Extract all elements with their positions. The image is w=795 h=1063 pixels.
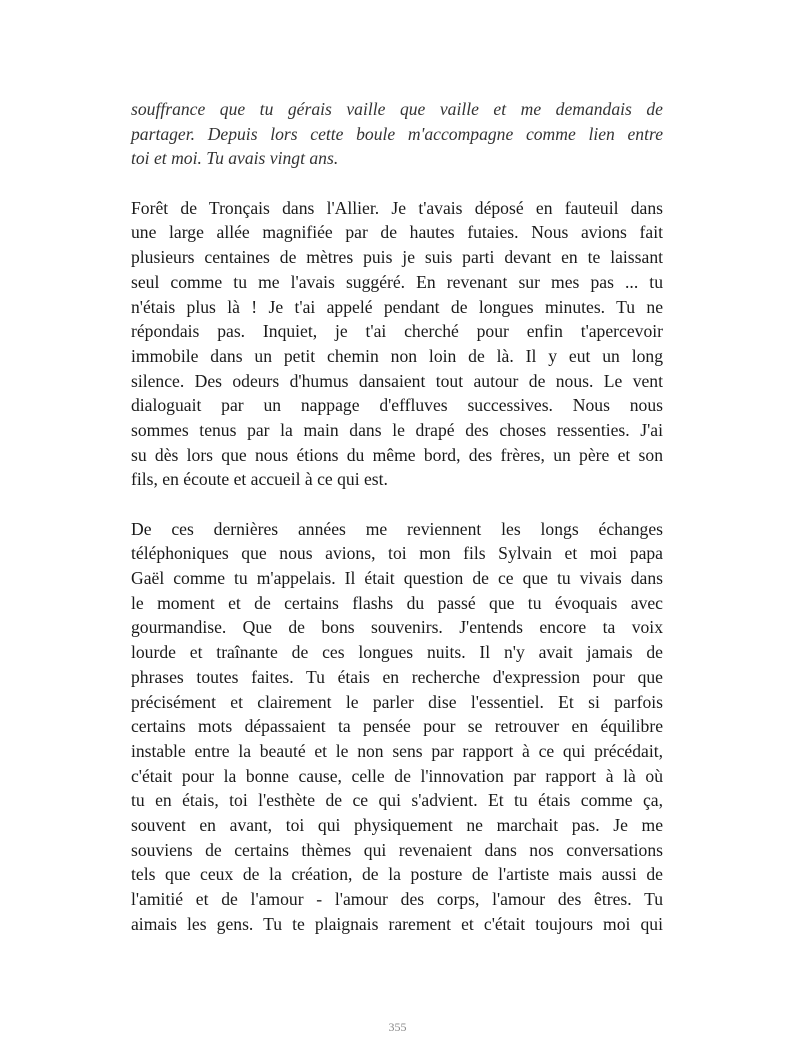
text-line: phrases toutes faites. Tu étais en recherche d'expression pour que bbox=[131, 666, 663, 687]
text-line: dialoguait par un nappage d'effluves successives. Nous nous bbox=[131, 395, 663, 416]
text-line: tels que ceux de la création, de la posture de l'artiste mais aussi de bbox=[131, 864, 663, 885]
text-line: une large allée magnifiée par de hautes futaies. Nous avions fait bbox=[131, 222, 663, 243]
text-line: lourde et traînante de ces longues nuits. Il n'y avait jamais de bbox=[131, 642, 663, 663]
paragraph bbox=[131, 196, 663, 492]
text-line: su dès lors que nous étions du même bord, des frères, un père et son bbox=[131, 444, 663, 465]
text-line: répondais pas. Inquiet, je t'ai cherché pour enfin t'apercevoir bbox=[131, 321, 663, 342]
text-line: souffrance que tu gérais vaille que vaille et me demandais de bbox=[131, 99, 663, 119]
text-line: fils, en écoute et accueil à ce qui est. bbox=[131, 469, 388, 490]
text-line: plusieurs centaines de mètres puis je suis parti devant en te laissant bbox=[131, 247, 663, 268]
text-line: gourmandise. Que de bons souvenirs. J'entends encore ta voix bbox=[131, 617, 663, 638]
text-line: l'amitié et de l'amour - l'amour des corps, l'amour des êtres. Tu bbox=[131, 889, 663, 909]
text-line: immobile dans un petit chemin non loin de là. Il y eut un long bbox=[131, 345, 663, 366]
text-line: silence. Des odeurs d'humus dansaient tout autour de nous. Le vent bbox=[131, 370, 663, 391]
text-line: certains mots dépassaient ta pensée pour se retrouver en équilibre bbox=[131, 716, 663, 737]
text-line: aimais les gens. Tu te plaignais rarement et c'était toujours moi qui bbox=[131, 913, 663, 934]
page-body bbox=[131, 97, 663, 936]
text-line: c'était pour la bonne cause, celle de l'innovation par rapport à là où bbox=[131, 765, 663, 786]
paragraph-gap bbox=[131, 171, 663, 196]
text-line: n'étais plus là ! Je t'ai appelé pendant de longues minutes. Tu ne bbox=[131, 296, 663, 317]
text-line: souviens de certains thèmes qui revenaient dans nos conversations bbox=[131, 839, 663, 860]
text-line: précisément et clairement le parler dise l'essentiel. Et si parfois bbox=[131, 691, 663, 712]
text-line: instable entre la beauté et le non sens par rapport à ce qui précédait, bbox=[131, 740, 663, 761]
text-line: Forêt de Tronçais dans l'Allier. Je t'avais déposé en fauteuil dans bbox=[131, 197, 663, 218]
page-number: 355 bbox=[388, 1020, 407, 1034]
text-line: partager. Depuis lors cette boule m'accompagne comme lien entre bbox=[131, 123, 663, 144]
text-line: toi et moi. Tu avais vingt ans. bbox=[131, 148, 339, 169]
paragraph bbox=[131, 97, 663, 171]
text-line: le moment et de certains flashs du passé que tu évoquais avec bbox=[131, 592, 663, 613]
text-line: tu en étais, toi l'esthète de ce qui s'advient. Et tu étais comme ça, bbox=[131, 790, 663, 811]
paragraph-gap bbox=[131, 492, 663, 517]
text-line: sommes tenus par la main dans le drapé des choses ressenties. J'ai bbox=[131, 419, 663, 440]
text-line: seul comme tu me l'avais suggéré. En revenant sur mes pas ... tu bbox=[131, 271, 663, 292]
text-line: souvent en avant, toi qui physiquement ne marchait pas. Je me bbox=[131, 814, 663, 835]
text-line: Gaël comme tu m'appelais. Il était question de ce que tu vivais dans bbox=[131, 568, 663, 589]
paragraph bbox=[131, 517, 663, 937]
text-line: téléphoniques que nous avions, toi mon fils Sylvain et moi papa bbox=[131, 543, 663, 564]
text-line: De ces dernières années me reviennent les longs échanges bbox=[131, 518, 663, 539]
